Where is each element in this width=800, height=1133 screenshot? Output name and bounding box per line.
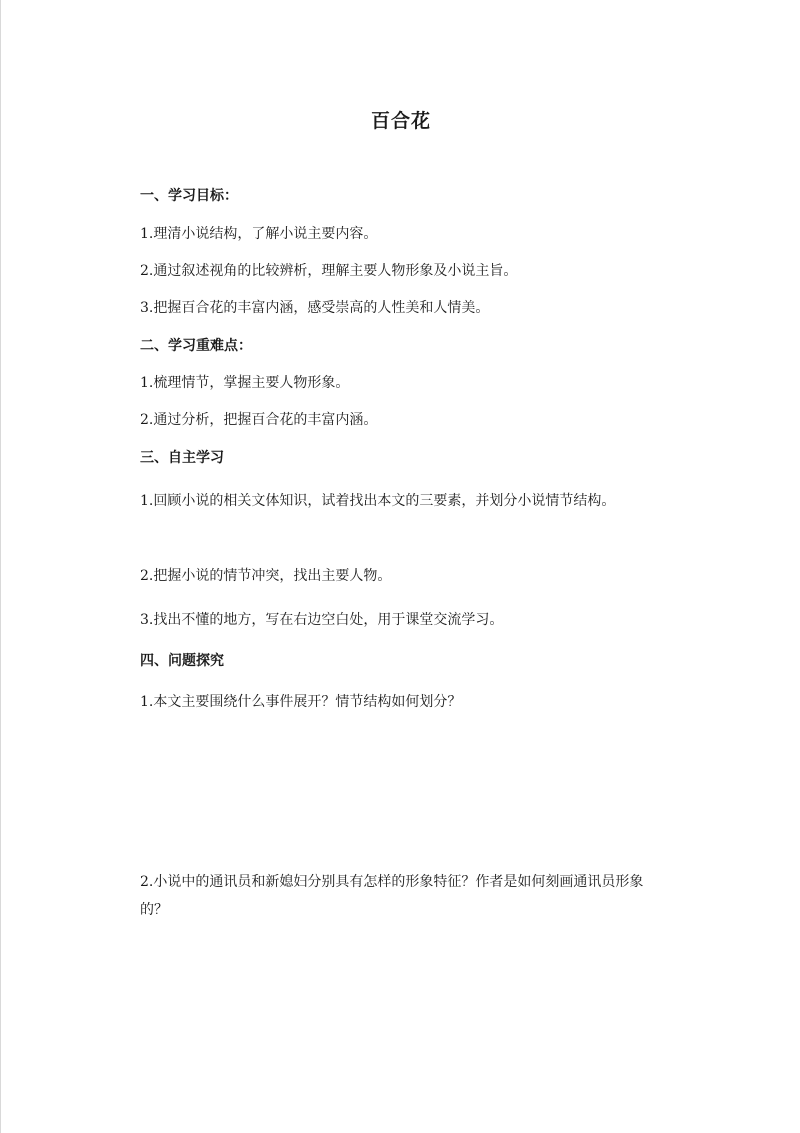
section-item: 3.把握百合花的丰富内涵，感受崇高的人性美和人情美。 — [140, 300, 490, 316]
section-item: 3.找出不懂的地方，写在右边空白处，用于课堂交流学习。 — [140, 612, 504, 628]
section-item: 1.回顾小说的相关文体知识，试着找出本文的三要素，并划分小说情节结构。 — [140, 493, 616, 509]
section-item: 1.梳理情节，掌握主要人物形象。 — [140, 375, 350, 391]
section-heading: 二、学习重难点： — [140, 338, 252, 354]
section-item: 2.小说中的通讯员和新媳妇分别具有怎样的形象特征？作者是如何刻画通讯员形象的？ — [140, 874, 644, 918]
section-heading: 三、自主学习 — [140, 450, 224, 466]
section-item: 2.把握小说的情节冲突，找出主要人物。 — [140, 568, 392, 584]
section-item: 2.通过叙述视角的比较辨析，理解主要人物形象及小说主旨。 — [140, 263, 518, 279]
section-heading: 一、学习目标： — [140, 188, 238, 204]
section-item: 1.本文主要围绕什么事件展开？情节结构如何划分？ — [140, 694, 462, 710]
section-item: 2.通过分析，把握百合花的丰富内涵。 — [140, 412, 378, 428]
section-item: 1.理清小说结构，了解小说主要内容。 — [140, 226, 378, 242]
document-title: 百合花 — [370, 110, 431, 132]
section-heading: 四、问题探究 — [140, 653, 224, 669]
